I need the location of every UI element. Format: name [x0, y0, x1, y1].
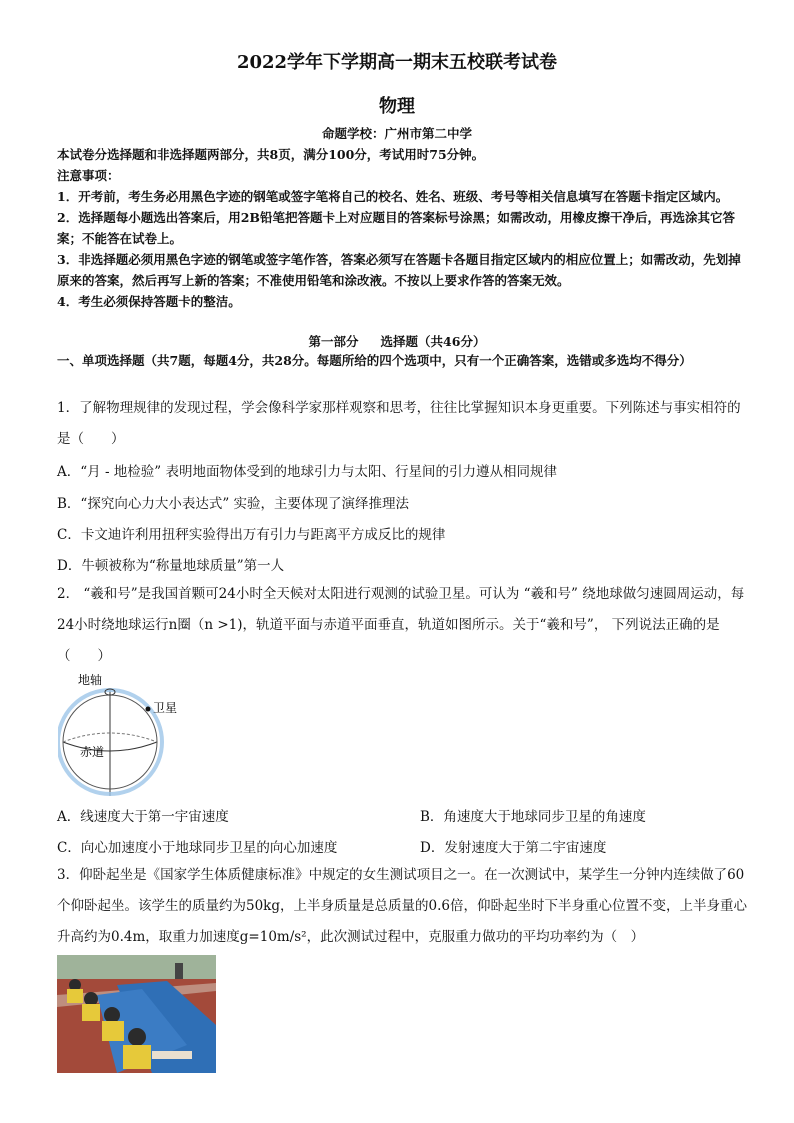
- exam-title: 2022学年下学期高一期末五校联考试卷: [236, 52, 558, 73]
- q2-option-c: C．向心加速度小于地球同步卫星的向心加速度: [57, 840, 338, 856]
- part1-label: 第一部分: [308, 334, 359, 349]
- satellite-dot: [146, 707, 151, 712]
- sit-up-photo: [57, 955, 216, 1073]
- q3-stem: 3．仰卧起坐是《国家学生体质健康标准》中规定的女生测试项目之一。在一次测试中，某学生一分钟内连续做了60个仰卧起坐。该学生的质量约为50kg，上半身质量是总质量的0.6倍，仰卧起坐时下半身重心位置不变，上半身重心升高约为0.4m，取重力加速度g=10m/s²，此次测试过程中，克服重力做功的平均功率约为（ ）: [57, 867, 747, 945]
- equator-label: 赤道: [80, 745, 105, 759]
- subject-title: 物理: [379, 96, 415, 117]
- q1-option-c: C．卡文迪许利用扭秤实验得出万有引力与距离平方成反比的规律: [57, 527, 446, 543]
- q1-option-a: A．“月 - 地检验” 表明地面物体受到的地球引力与太阳、行星间的引力遵从相同规律: [57, 464, 557, 480]
- part1-title: 选择题（共46分）: [380, 334, 486, 349]
- instruction-item: 2．选择题每小题选出答案后，用2B铅笔把答题卡上对应题目的答案标号涂黑；如需改动，用橡皮擦干净后，再选涂其它答案；不能答在试卷上。: [57, 210, 735, 246]
- instructions: [57, 144, 747, 312]
- q2-option-d: D．发射速度大于第二宇宙速度: [420, 840, 607, 856]
- orbit-diagram: [58, 672, 188, 797]
- q2-option-b: B．角速度大于地球同步卫星的角速度: [420, 809, 646, 825]
- q2-option-a: A．线速度大于第一宇宙速度: [57, 809, 229, 825]
- satellite-label: 卫星: [153, 701, 178, 715]
- instruction-item: 3．非选择题必须用黑色字迹的钢笔或签字笔作答，答案必须写在答题卡各题目指定区域内的相应位置上；如需改动，先划掉原来的答案，然后再写上新的答案；不准使用铅笔和涂改液。不按以上要求作答的答案无效。: [57, 252, 741, 288]
- q1-option-b: B．“探究向心力大小表达式” 实验，主要体现了演绎推理法: [57, 496, 410, 512]
- part1-heading: [0, 332, 794, 350]
- instruction-item: 1．开考前，考生务必用黑色字迹的钢笔或签字笔将自己的校名、姓名、班级、考号等相关信息填写在答题卡指定区域内。: [57, 189, 729, 204]
- instructions-intro: 本试卷分选择题和非选择题两部分，共8页，满分100分，考试用时75分钟。: [57, 147, 485, 162]
- axis-label: 地轴: [78, 673, 103, 687]
- q2-stem: 2． “羲和号”是我国首颗可24小时全天候对太阳进行观测的试验卫星。可认为 “羲和号” 绕地球做匀速圆周运动，每24小时绕地球运行n圈（n >1)，轨道平面与赤道平面垂直，轨道如图所示。关于“羲和号”， 下列说法正确的是（ ）: [57, 586, 745, 664]
- q1-stem: 1．了解物理规律的发现过程，学会像科学家那样观察和思考，往往比掌握知识本身更重要。下列陈述与事实相符的是（ ）: [57, 400, 741, 447]
- instruction-item: 4．考生必须保持答题卡的整洁。: [57, 294, 241, 309]
- setter-school: 命题学校：广州市第二中学: [321, 126, 472, 141]
- q1-option-d: D．牛顿被称为“称量地球质量”第一人: [57, 558, 285, 574]
- mc-section-heading: 一、单项选择题（共7题，每题4分，共28分。每题所给的四个选项中，只有一个正确答案，选错或多选均不得分）: [57, 353, 692, 368]
- instructions-heading: 注意事项：: [57, 168, 120, 183]
